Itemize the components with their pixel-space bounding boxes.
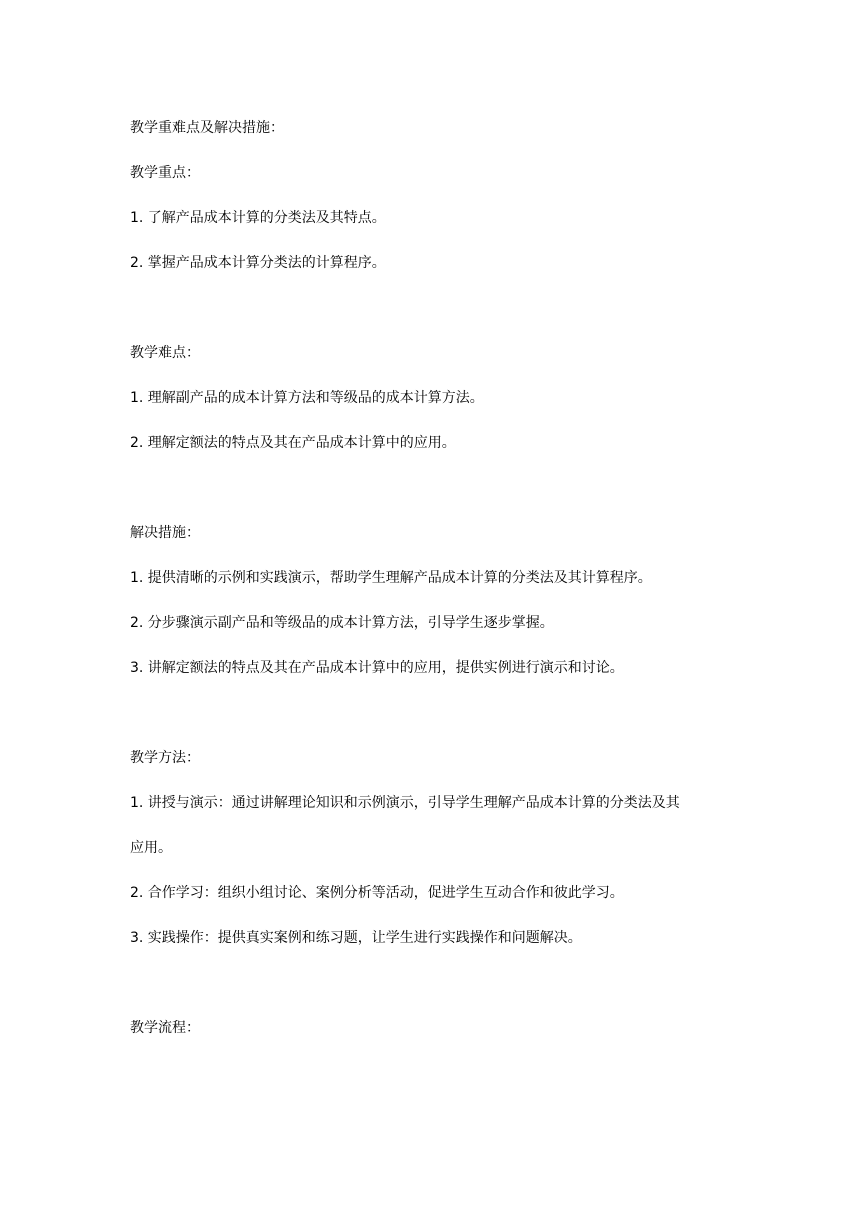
difficulty-item-1: 1. 理解副产品的成本计算方法和等级品的成本计算方法。 bbox=[130, 390, 484, 406]
measures-item-1: 1. 提供清晰的示例和实践演示，帮助学生理解产品成本计算的分类法及其计算程序。 bbox=[130, 570, 652, 586]
methods-item-1-line-2: 应用。 bbox=[130, 840, 172, 856]
measures-item-3: 3. 讲解定额法的特点及其在产品成本计算中的应用，提供实例进行演示和讨论。 bbox=[130, 660, 624, 676]
measures-heading: 解决措施： bbox=[130, 525, 200, 541]
methods-item-2: 2. 合作学习：组织小组讨论、案例分析等活动，促进学生互动合作和彼此学习。 bbox=[130, 885, 624, 901]
difficulty-heading: 教学难点： bbox=[130, 345, 200, 361]
methods-item-1-line-1: 1. 讲授与演示：通过讲解理论知识和示例演示，引导学生理解产品成本计算的分类法及其 bbox=[130, 795, 680, 811]
key-points-heading: 教学重难点及解决措施： bbox=[130, 120, 284, 136]
measures-item-2: 2. 分步骤演示副产品和等级品的成本计算方法，引导学生逐步掌握。 bbox=[130, 615, 554, 631]
difficulty-item-2: 2. 理解定额法的特点及其在产品成本计算中的应用。 bbox=[130, 435, 456, 451]
focus-item-1: 1. 了解产品成本计算的分类法及其特点。 bbox=[130, 210, 386, 226]
methods-item-3: 3. 实践操作：提供真实案例和练习题，让学生进行实践操作和问题解决。 bbox=[130, 930, 582, 946]
focus-heading: 教学重点： bbox=[130, 165, 200, 181]
methods-heading: 教学方法： bbox=[130, 750, 200, 766]
process-heading: 教学流程： bbox=[130, 1020, 200, 1036]
focus-item-2: 2. 掌握产品成本计算分类法的计算程序。 bbox=[130, 255, 386, 271]
